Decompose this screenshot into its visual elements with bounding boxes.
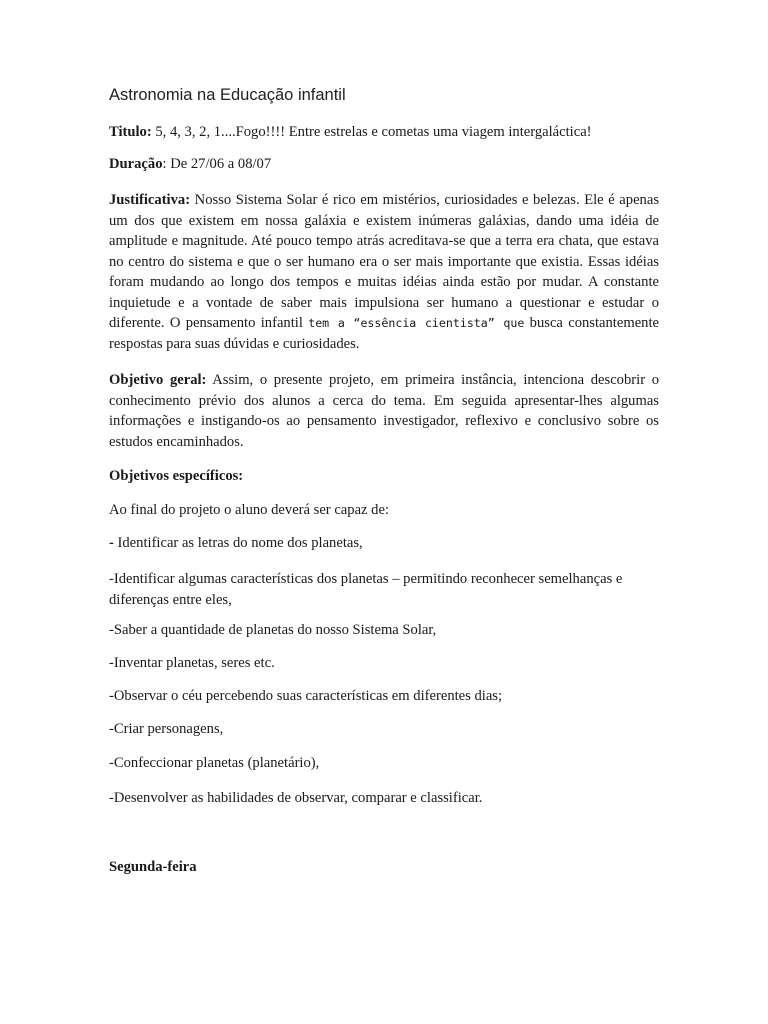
justificativa-text-part2: busca constantemente respostas para suas dúvidas e curiosidades. xyxy=(109,315,659,352)
objetivo-item-1-dash: - xyxy=(109,535,114,551)
objetivo-geral-paragraph xyxy=(109,370,659,452)
objetivo-item-3: -Saber a quantidade de planetas do nosso Sistema Solar, xyxy=(109,622,437,638)
duracao-label: Duração xyxy=(109,156,163,172)
titulo-label: Titulo: xyxy=(109,124,152,140)
day-heading: Segunda-feira xyxy=(109,859,197,875)
objetivo-item-7: -Confeccionar planetas (planetário), xyxy=(109,755,320,771)
objetivo-item-1 xyxy=(109,533,659,554)
objetivo-item-2: -Identificar algumas características dos planetas – permitindo reconhecer semelhanças e diferenças entre eles, xyxy=(109,571,623,608)
objetivo-geral-text: Assim, o presente projeto, em primeira instância, intenciona descobrir o conhecimento prévio dos alunos a cerca do tema. Em seguida apresentar-lhes algumas informações e instigando-os ao pensamento investigador, reflexivo e conclusivo sobre os estudos encaminhados. xyxy=(109,372,659,450)
justificativa-paragraph xyxy=(109,190,659,354)
objetivo-geral-label: Objetivo geral: xyxy=(109,372,207,388)
objetivos-intro: Ao final do projeto o aluno deverá ser capaz de: xyxy=(109,502,390,518)
objetivo-item-5: -Observar o céu percebendo suas características em diferentes dias; xyxy=(109,688,503,704)
duracao-text: : De 27/06 a 08/07 xyxy=(162,156,272,172)
titulo-text: 5, 4, 3, 2, 1....Fogo!!!! Entre estrelas e cometas uma viagem intergaláctica! xyxy=(151,124,592,140)
justificativa-text-mono: tem a “essência cientista” que xyxy=(308,316,525,330)
objetivo-item-8: -Desenvolver as habilidades de observar, comparar e classificar. xyxy=(109,790,483,806)
document-title: Astronomia na Educação infantil xyxy=(109,86,346,104)
titulo-line xyxy=(109,122,659,143)
objetivo-item-6: -Criar personagens, xyxy=(109,721,224,737)
duracao-line xyxy=(109,154,659,175)
objetivos-especificos-heading: Objetivos específicos: xyxy=(109,468,244,484)
objetivo-item-1-text: Identificar as letras do nome dos planetas, xyxy=(113,535,363,551)
justificativa-text-part1: Nosso Sistema Solar é rico em mistérios, curiosidades e belezas. Ele é apenas um dos que existem em nossa galáxia e existem inúmeras galáxias, dando uma idéia de amplitude e magnitude. Até pouco tempo atrás acreditava-se que a terra era chata, que estava no centro do sistema e que o ser humano era o ser mais importante que existia. Essas idéias foram mudando ao longo dos tempos e muitas idéias ainda estão por mudar. A constante inquietude e a vontade de saber mais impulsiona ser humano a questionar e estudar o diferente. O pensamento infantil xyxy=(109,192,659,331)
justificativa-label: Justificativa: xyxy=(109,192,191,208)
objetivo-item-4: -Inventar planetas, seres etc. xyxy=(109,655,275,671)
